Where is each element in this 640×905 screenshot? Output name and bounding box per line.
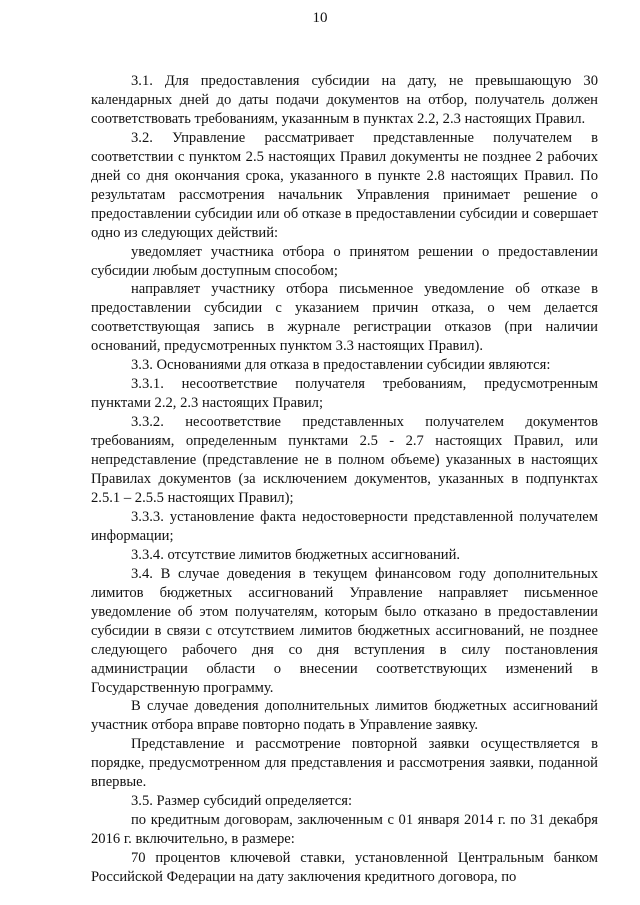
paragraph-3-2: 3.2. Управление рассматривает представленные получателем в соответствии с пунктом 2.5 настоящих Правил документы не позднее 2 рабочих дней со дня окончания срока, указанного в пункте 2.8 настоящих Правил. По результатам рассмотрения начальник Управления принимает решение о предоставлении субсидии или об отказе в предоставлении субсидии и совершает одно из следующих действий: bbox=[91, 129, 598, 241]
paragraph-3-5: 3.5. Размер субсидий определяется: bbox=[131, 793, 353, 810]
paragraph-refusal-notice: направляет участнику отбора письменное уведомление об отказе в предоставлении субсидии с указанием причин отказа, о чем делается соответствующая запись в журнале регистрации отказов (при наличии оснований, предусмотренных пунктом 3.3 настоящих Правил). bbox=[91, 281, 598, 355]
paragraph-3-3-4: 3.3.4. отсутствие лимитов бюджетных ассигнований. bbox=[131, 546, 461, 563]
paragraph-key-rate: 70 процентов ключевой ставки, установленной Центральным банком Российской Федерации на дату заключения кредитного договора, по bbox=[91, 850, 598, 886]
paragraph-3-3: 3.3. Основаниями для отказа в предоставлении субсидии являются: bbox=[131, 357, 551, 374]
paragraph-repeat-application: В случае доведения дополнительных лимитов бюджетных ассигнований участник отбора вправе повторно подать в Управление заявку. bbox=[91, 698, 598, 734]
paragraph-3-4: 3.4. В случае доведения в текущем финансовом году дополнительных лимитов бюджетных ассигнований Управление направляет письменное уведомление об этом получателям, которым было отказано в предоставлении субсидии в связи с отсутствием лимитов бюджетных ассигнований, не позднее следующего рабочего дня со дня вступления в силу постановления администрации области о внесении соответствующих изменений в Государственную программу. bbox=[91, 565, 598, 696]
paragraph-3-3-1: 3.3.1. несоответствие получателя требованиям, предусмотренным пунктами 2.2, 2.3 настоящих Правил; bbox=[91, 376, 598, 412]
paragraph-3-1: 3.1. Для предоставления субсидии на дату, не превышающую 30 календарных дней до даты подачи документов на отбор, получатель должен соответствовать требованиям, указанным в пунктах 2.2, 2.3 настоящих Правил. bbox=[91, 73, 598, 127]
page-number: 10 bbox=[312, 10, 328, 26]
paragraph-3-3-2: 3.3.2. несоответствие представленных получателем документов требованиям, определенным пунктами 2.5 - 2.7 настоящих Правил, или непредставление (представление не в полном объеме) указанных в настоящих Правилах документов (за исключением документов, указанных в подпунктах 2.5.1 – 2.5.5 настоящих Правил); bbox=[91, 414, 598, 506]
paragraph-credit-contracts: по кредитным договорам, заключенным с 01 января 2014 г. по 31 декабря 2016 г. включительно, в размере: bbox=[91, 812, 598, 848]
paragraph-3-3-3: 3.3.3. установление факта недостоверности представленной получателем информации; bbox=[91, 508, 598, 544]
paragraph-repeat-review: Представление и рассмотрение повторной заявки осуществляется в порядке, предусмотренном для представления и рассмотрения заявки, поданной впервые. bbox=[91, 736, 598, 791]
document-body bbox=[91, 72, 598, 887]
paragraph-notify-participant: уведомляет участника отбора о принятом решении о предоставлении субсидии любым доступным способом; bbox=[91, 243, 598, 279]
